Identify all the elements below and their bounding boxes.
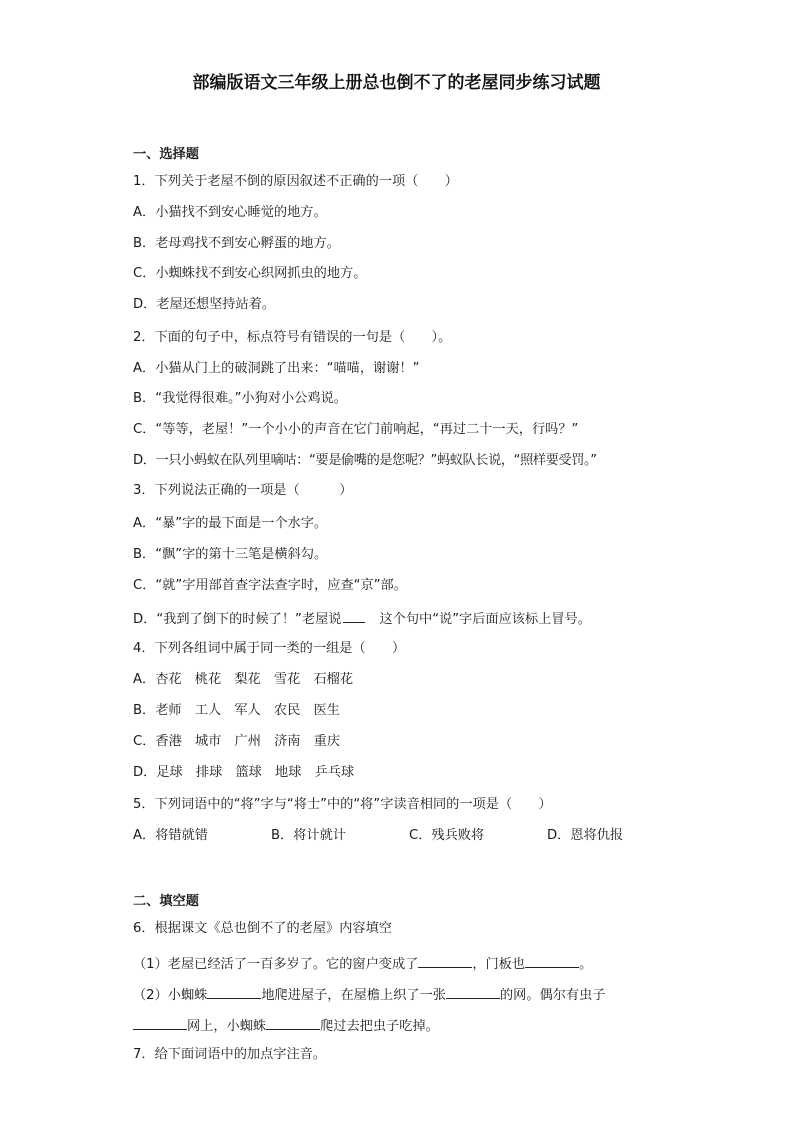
question-4-stem: 4．下列各组词中属于同一类的一组是（ ） (133, 641, 406, 656)
question-5-option-d: D．恩将仇报 (547, 828, 624, 843)
question-4-option-a: A．杏花 桃花 梨花 雪花 石榴花 (133, 672, 354, 687)
question-6-line-1 (133, 953, 592, 974)
question-4-option-c: C．香港 城市 广州 济南 重庆 (133, 734, 341, 749)
question-1-stem: 1．下列关于老屋不倒的原因叙述不正确的一项（ ） (133, 174, 458, 189)
question-2-option-b: B．“我觉得很难。”小狗对小公鸡说。 (133, 391, 347, 406)
question-6-line-2 (133, 984, 605, 1005)
question-7-stem: 7．给下面词语中的加点字注音。 (133, 1047, 327, 1062)
answer-blank[interactable] (266, 1015, 320, 1030)
question-6-line-3 (133, 1015, 439, 1036)
question-6-line-1-text-a: （1）老屋已经活了一百多岁了。它的窗户变成了 (133, 957, 419, 972)
question-4-option-d: D．足球 排球 篮球 地球 乒乓球 (133, 765, 355, 780)
question-6-line-2-text-c: 的网。偶尔有虫子 (499, 988, 606, 1003)
question-2-option-c: C．“等等，老屋！”一个小小的声音在它门前响起，“再过二十一天，行吗？” (133, 422, 579, 437)
question-3-option-d (133, 608, 591, 629)
section-heading-choice: 一、选择题 (133, 147, 199, 162)
page-title: 部编版语文三年级上册总也倒不了的老屋同步练习试题 (192, 73, 601, 93)
answer-blank[interactable] (525, 953, 579, 968)
question-1-option-b: B．老母鸡找不到安心孵蛋的地方。 (133, 236, 340, 251)
question-1-option-a: A．小猫找不到安心睡觉的地方。 (133, 205, 327, 220)
question-6-line-2-text-a: （2）小蜘蛛 (133, 988, 208, 1003)
answer-blank[interactable] (446, 984, 500, 999)
question-3-option-a: A．“暴”字的最下面是一个水字。 (133, 516, 328, 531)
question-2-option-a: A．小猫从门上的破洞跳了出来：“喵喵，谢谢！” (133, 361, 420, 376)
question-5-option-c: C．残兵败将 (409, 828, 485, 843)
question-5-option-b: B．将计就计 (271, 828, 346, 843)
question-6-stem: 6．根据课文《总也倒不了的老屋》内容填空 (133, 921, 392, 936)
answer-blank[interactable] (133, 1015, 187, 1030)
question-4-option-b: B．老师 工人 军人 农民 医生 (133, 703, 340, 718)
question-5-options (133, 827, 623, 845)
answer-blank[interactable] (343, 608, 365, 623)
question-3-stem: 3．下列说法正确的一项是（ ） (133, 483, 353, 498)
question-5-option-a: A．将错就错 (133, 828, 208, 843)
question-6-line-3-text-a: 网上，小蜘蛛 (187, 1019, 267, 1034)
question-6-line-2-text-b: 地爬进屋子，在屋檐上织了一张 (261, 988, 446, 1003)
question-6-line-1-text-c: 。 (579, 957, 593, 972)
question-3-option-b: B．“飘”字的第十三笔是横斜勾。 (133, 547, 328, 562)
question-2-option-d: D．一只小蚂蚁在队列里嘀咕：“要是偷嘴的是您呢？”蚂蚁队长说，“照样要受罚。” (133, 453, 597, 468)
question-3-option-d-part1: D．“我到了倒下的时候了！”老屋说 (133, 612, 342, 627)
question-3-option-c: C．“就”字用部首查字法查字时，应查“京”部。 (133, 578, 407, 593)
answer-blank[interactable] (207, 984, 261, 999)
answer-blank[interactable] (418, 953, 472, 968)
section-heading-fill: 二、填空题 (133, 894, 199, 909)
question-6-line-3-text-b: 爬过去把虫子吃掉。 (320, 1019, 439, 1034)
question-1-option-c: C．小蜘蛛找不到安心织网抓虫的地方。 (133, 266, 367, 281)
question-3-option-d-part2: 这个句中“说”字后面应该标上冒号。 (379, 612, 591, 627)
question-1-option-d: D．老屋还想坚持站着。 (133, 297, 276, 312)
question-2-stem: 2．下面的句子中，标点符号有错误的一句是（ ）。 (133, 330, 452, 345)
question-5-stem: 5．下列词语中的“将”字与“将士”中的“将”字读音相同的一项是（ ） (133, 797, 552, 812)
question-6-line-1-text-b: ，门板也 (472, 957, 526, 972)
